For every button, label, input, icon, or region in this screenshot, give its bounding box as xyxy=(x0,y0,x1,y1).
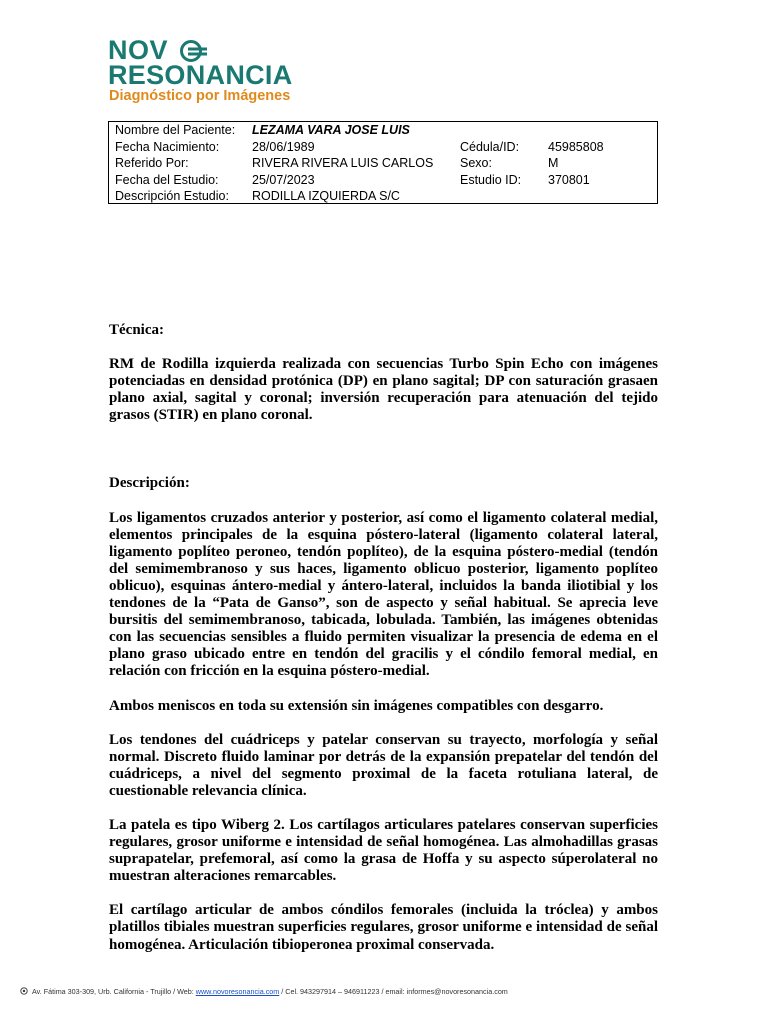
description-label: Descripción Estudio: xyxy=(115,189,229,203)
page-footer xyxy=(20,987,760,996)
patient-row-referred xyxy=(109,155,657,172)
patient-row-name xyxy=(109,122,657,139)
referred-label: Referido Por: xyxy=(115,156,189,170)
patient-info-box xyxy=(108,121,658,204)
descripcion-paragraph-5: El cartílago articular de ambos cóndilos femorales (incluida la tróclea) y ambos platillos tibiales muestran superficies regulares, grosor uniforme e intensidad de señal homogénea. Articulación tibioperonea proximal conservada. xyxy=(109,902,658,953)
sex-value: M xyxy=(548,156,559,170)
patient-name: LEZAMA VARA JOSE LUIS xyxy=(252,123,410,137)
patient-row-description xyxy=(109,188,657,205)
mri-scanner-icon xyxy=(180,40,208,62)
study-id-value: 370801 xyxy=(548,172,590,187)
clinic-logo xyxy=(108,36,328,106)
referred-value: RIVERA RIVERA LUIS CARLOS xyxy=(252,156,434,170)
footer-contact: / Cel. 943297914 – 946911223 / email: informes@novoresonancia.com xyxy=(279,987,508,996)
patient-row-dob xyxy=(109,139,657,156)
id-value: 45985808 xyxy=(548,139,604,154)
descripcion-paragraph-2: Ambos meniscos en toda su extensión sin imágenes compatibles con desgarro. xyxy=(109,697,604,714)
logo-line-2: RESONANCIA xyxy=(108,60,293,90)
descripcion-paragraph-3: Los tendones del cuádriceps y patelar conservan su trayecto, morfología y señal normal. Discreto fluido laminar por detrás de la expansión prepatelar del tendón del cuádriceps, a nivel del segmento proximal de la faceta rotuliana lateral, de cuestionable relevancia clínica. xyxy=(109,731,658,799)
id-label: Cédula/ID: xyxy=(460,139,520,154)
patient-row-study-date xyxy=(109,172,657,189)
study-date-label: Fecha del Estudio: xyxy=(115,172,219,187)
description-value: RODILLA IZQUIERDA S/C xyxy=(252,189,400,203)
location-pin-icon xyxy=(20,987,28,995)
patient-name-label: Nombre del Paciente: xyxy=(115,123,236,137)
descripcion-paragraph-1: Los ligamentos cruzados anterior y posterior, así como el ligamento colateral medial, elementos principales de la esquina póstero-lateral (ligamento colateral lateral, ligamento poplíteo peroneo, tendón poplíteo), de la esquina póstero-medial (tendón del semimembranoso y sus haces, ligamento oblicuo posterior, ligamento poplíteo oblicuo), esquinas ántero-medial y ántero-lateral, incluidos la banda iliotibial y los tendones de la “Pata de Ganso”, son de aspecto y señal habitual. Se aprecia leve bursitis del semimembranoso, tabicada, lobulada. También, las imágenes obtenidas con las secuencias sensibles a fluido permiten visualizar la presencia de edema en el plano graso ubicado entre en tendón del gracilis y el cóndilo femoral medial, en relación con fricción en la esquina póstero-medial. xyxy=(109,509,658,680)
logo-tagline: Diagnóstico por Imágenes xyxy=(109,88,291,104)
logo-line-1: NOV xyxy=(108,35,169,65)
sex-label: Sexo: xyxy=(460,156,492,170)
tecnica-heading: Técnica: xyxy=(109,322,164,338)
descripcion-paragraph-4: La patela es tipo Wiberg 2. Los cartílagos articulares patelares conservan superficies regulares, grosor uniforme e intensidad de señal homogénea. Las almohadillas grasas suprapatelar, prefemoral, así como la grasa de Hoffa y su aspecto súperolateral no muestran alteraciones remarcables. xyxy=(109,816,658,885)
report-body xyxy=(109,322,658,954)
dob-label: Fecha Nacimiento: xyxy=(115,139,220,154)
footer-web-link[interactable]: www.novoresonancia.com xyxy=(195,987,280,996)
dob-value: 28/06/1989 xyxy=(252,139,315,154)
descripcion-heading: Descripción: xyxy=(109,475,190,492)
study-date-value: 25/07/2023 xyxy=(252,172,315,187)
study-id-label: Estudio ID: xyxy=(460,172,522,187)
footer-address: Av. Fátima 303-309, Urb. California - Trujillo / Web: xyxy=(32,987,196,996)
tecnica-paragraph: RM de Rodilla izquierda realizada con secuencias Turbo Spin Echo con imágenes potenciadas en densidad protónica (DP) en plano sagital; DP con saturación grasaen plano axial, sagital y coronal; inversión recuperación para atenuación del tejido grasos (STIR) en plano coronal. xyxy=(109,356,658,424)
